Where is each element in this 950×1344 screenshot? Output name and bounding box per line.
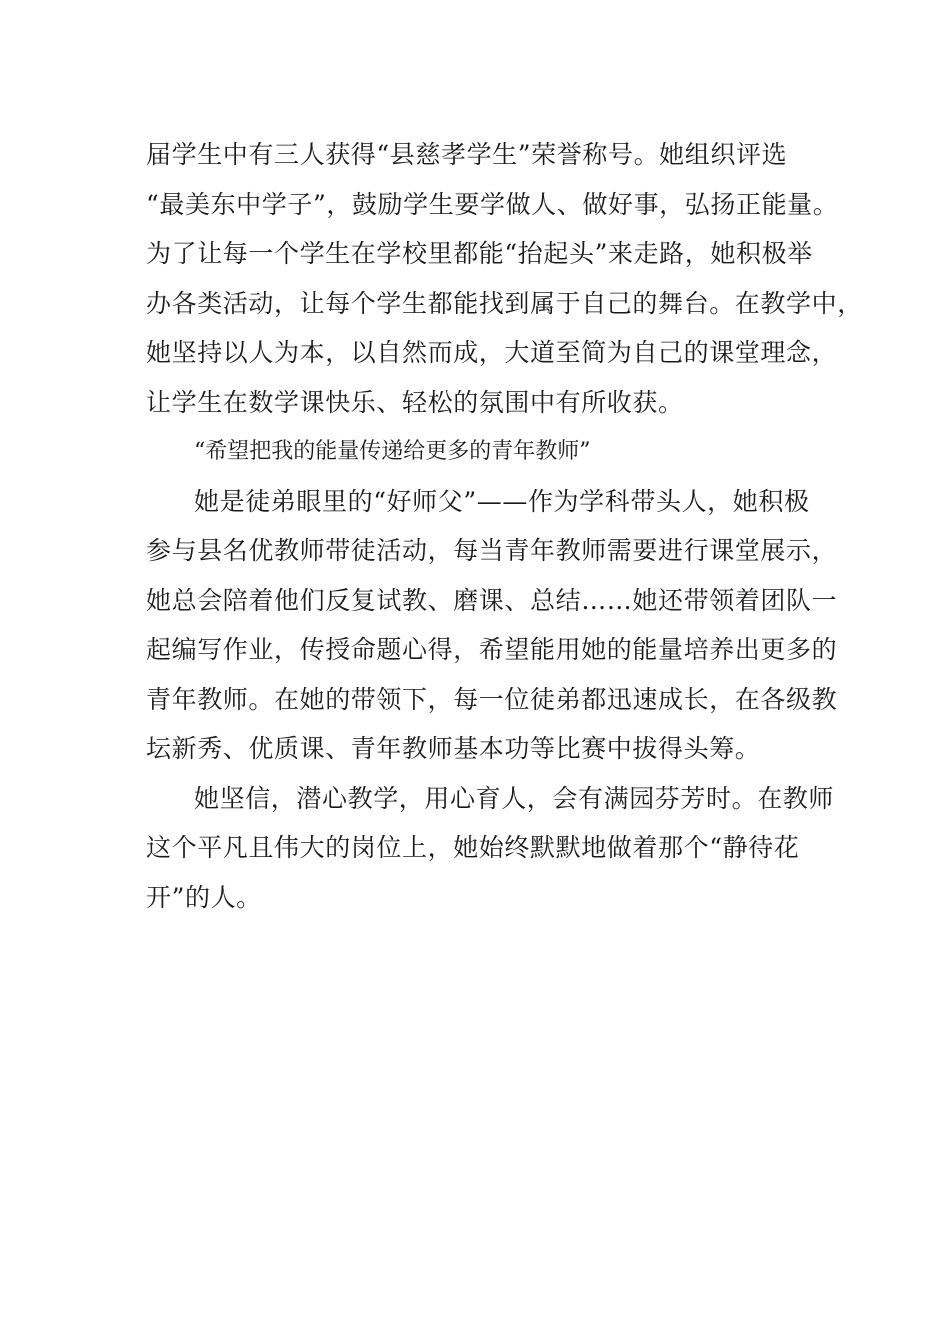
paragraph-line: 让学生在数学课快乐、轻松的氛围中有所收获。 xyxy=(146,387,684,417)
paragraph-2 xyxy=(146,477,846,774)
paragraph-line: 办各类活动，让每个学生都能找到属于自己的舞台。在教学中， xyxy=(146,288,863,318)
paragraph-line: 参与县名优教师带徒活动，每当青年教师需要进行课堂展示， xyxy=(146,536,838,565)
paragraph-line: 青年教师。在她的带领下，每一位徒弟都迅速成长，在各级教 xyxy=(146,684,838,714)
paragraph-3 xyxy=(146,774,846,923)
paragraph-line: 起编写作业，传授命题心得，希望能用她的能量培养出更多的 xyxy=(146,635,838,664)
paragraph-line: 她总会陪着他们反复试教、磨课、总结……她还带领着团队一 xyxy=(146,585,838,615)
paragraph-line: 届学生中有三人获得“县慈孝学生”荣誉称号。她组织评选 xyxy=(146,140,788,169)
paragraph-line: 她坚信，潜心教学，用心育人，会有满园芬芳时。在教师 xyxy=(194,783,835,813)
paragraph-1 xyxy=(146,130,863,427)
paragraph-line: 她坚持以人为本，以自然而成，大道至简为自己的课堂理念， xyxy=(146,338,838,367)
paragraph-line: 她是徒弟眼里的“好师父”——作为学科带头人，她积极 xyxy=(194,486,810,516)
paragraph-line: 坛新秀、优质课、青年教师基本功等比赛中拔得头筹。 xyxy=(146,734,761,763)
article-body xyxy=(146,130,863,922)
paragraph-line: 为了让每一个学生在学校里都能“抬起头”来走路，她积极举 xyxy=(146,239,813,268)
paragraph-line: 开”的人。 xyxy=(146,882,262,912)
section-subheading: “希望把我的能量传递给更多的青年教师” xyxy=(194,439,591,464)
paragraph-line: 这个平凡且伟大的岗位上，她始终默默地做着那个“静待花 xyxy=(146,833,800,862)
paragraph-line: “最美东中学子”，鼓励学生要学做人、做好事，弘扬正能量。 xyxy=(146,189,839,219)
